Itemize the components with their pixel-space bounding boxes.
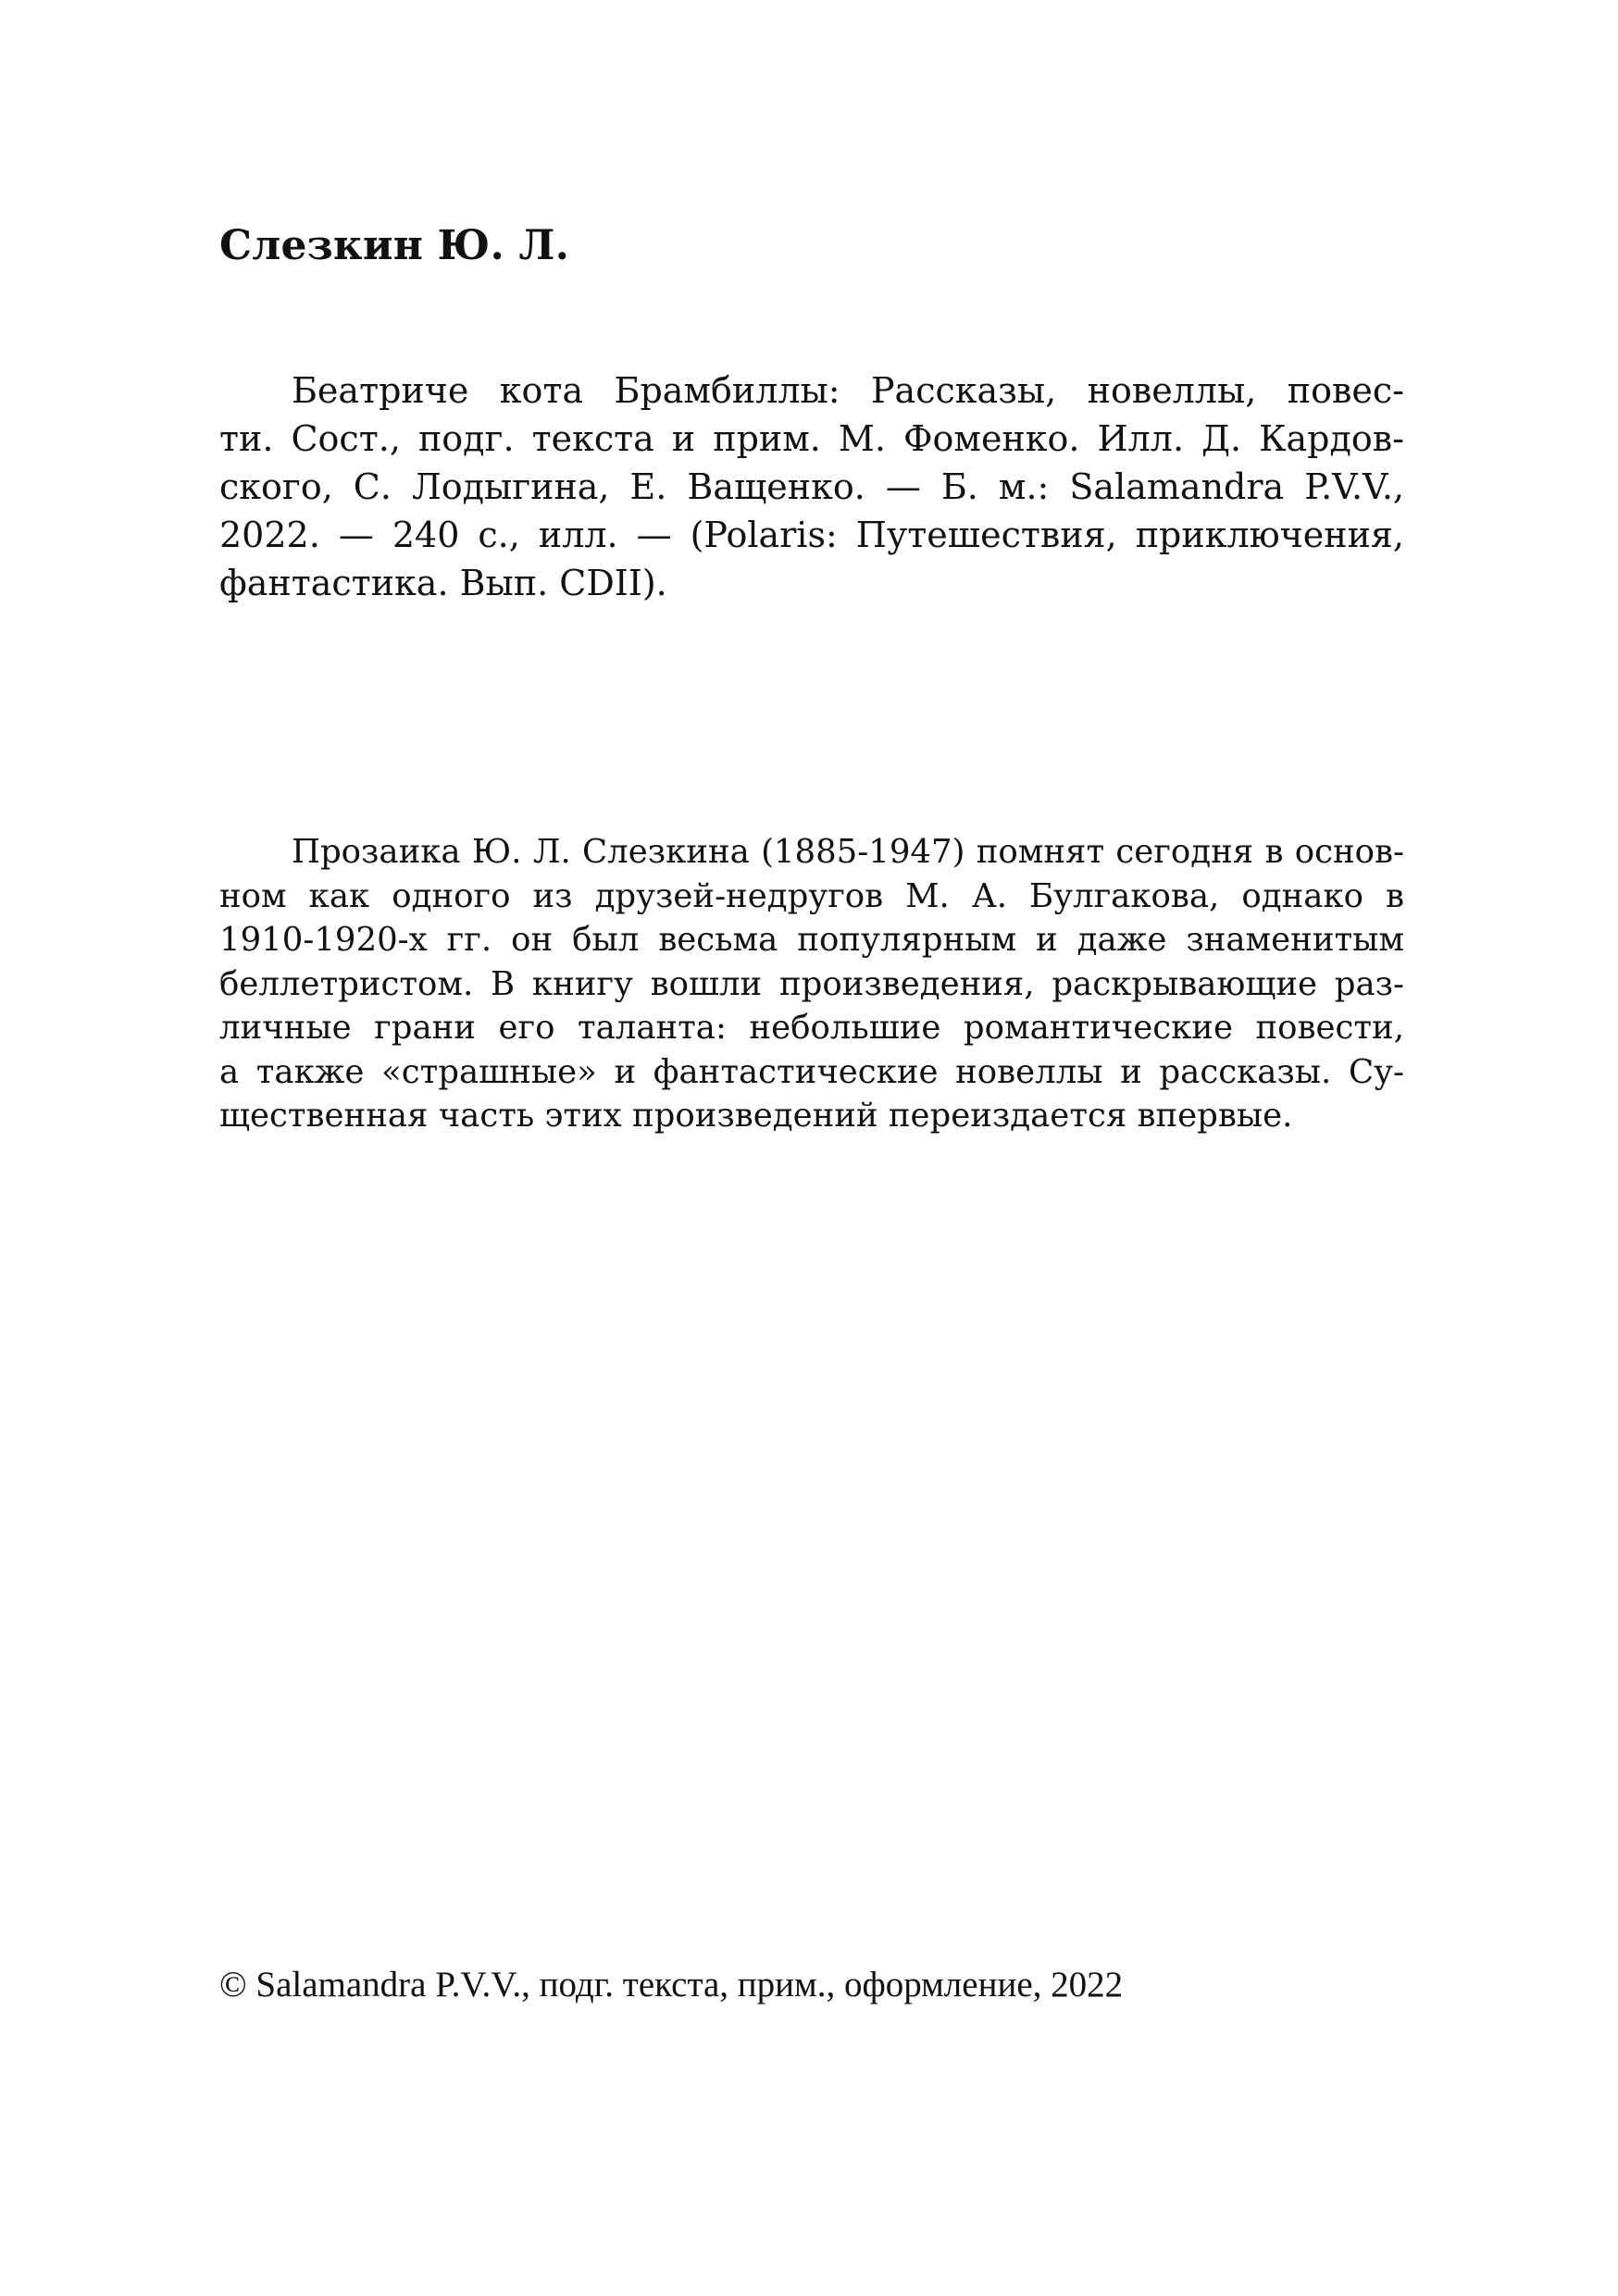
annotation-line: а также «страшные» и фантастические новеллы и рассказы. Су- bbox=[219, 1052, 1404, 1091]
bibliographic-line: ского, С. Лодыгина, Е. Ващенко. — Б. м.: Salamandra P.V.V., bbox=[219, 466, 1404, 507]
annotation bbox=[219, 830, 1404, 1138]
annotation-line: ном как одного из друзей-недругов М. А. Булгакова, однако в bbox=[219, 876, 1404, 915]
bibliographic-line: ти. Сост., подг. текста и прим. М. Фоменко. Илл. Д. Кардов- bbox=[219, 418, 1404, 459]
author-name: Слезкин Ю. Л. bbox=[219, 222, 570, 269]
annotation-line: щественная часть этих произведений переиздается впервые. bbox=[219, 1097, 1293, 1135]
annotation-line: личные грани его таланта: небольшие романтические повести, bbox=[219, 1009, 1404, 1047]
bibliographic-line: фантастика. Вып. CDII). bbox=[219, 563, 667, 603]
bibliographic-line: Беатриче кота Брамбиллы: Рассказы, новеллы, повес- bbox=[292, 370, 1404, 411]
annotation-line: 1910-1920-х гг. он был весьма популярным и даже знаменитым bbox=[219, 921, 1404, 959]
annotation-line: Прозаика Ю. Л. Слезкина (1885-1947) помнят сегодня в основ- bbox=[292, 833, 1404, 871]
bibliographic-record bbox=[219, 366, 1404, 607]
copyright-notice: © Salamandra P.V.V., подг. текста, прим., оформление, 2022 bbox=[219, 1965, 1124, 2004]
annotation-line: беллетристом. В книгу вошли произведения, раскрывающие раз- bbox=[219, 964, 1404, 1003]
bibliographic-line: 2022. — 240 с., илл. — (Polaris: Путешествия, приключения, bbox=[219, 515, 1404, 555]
